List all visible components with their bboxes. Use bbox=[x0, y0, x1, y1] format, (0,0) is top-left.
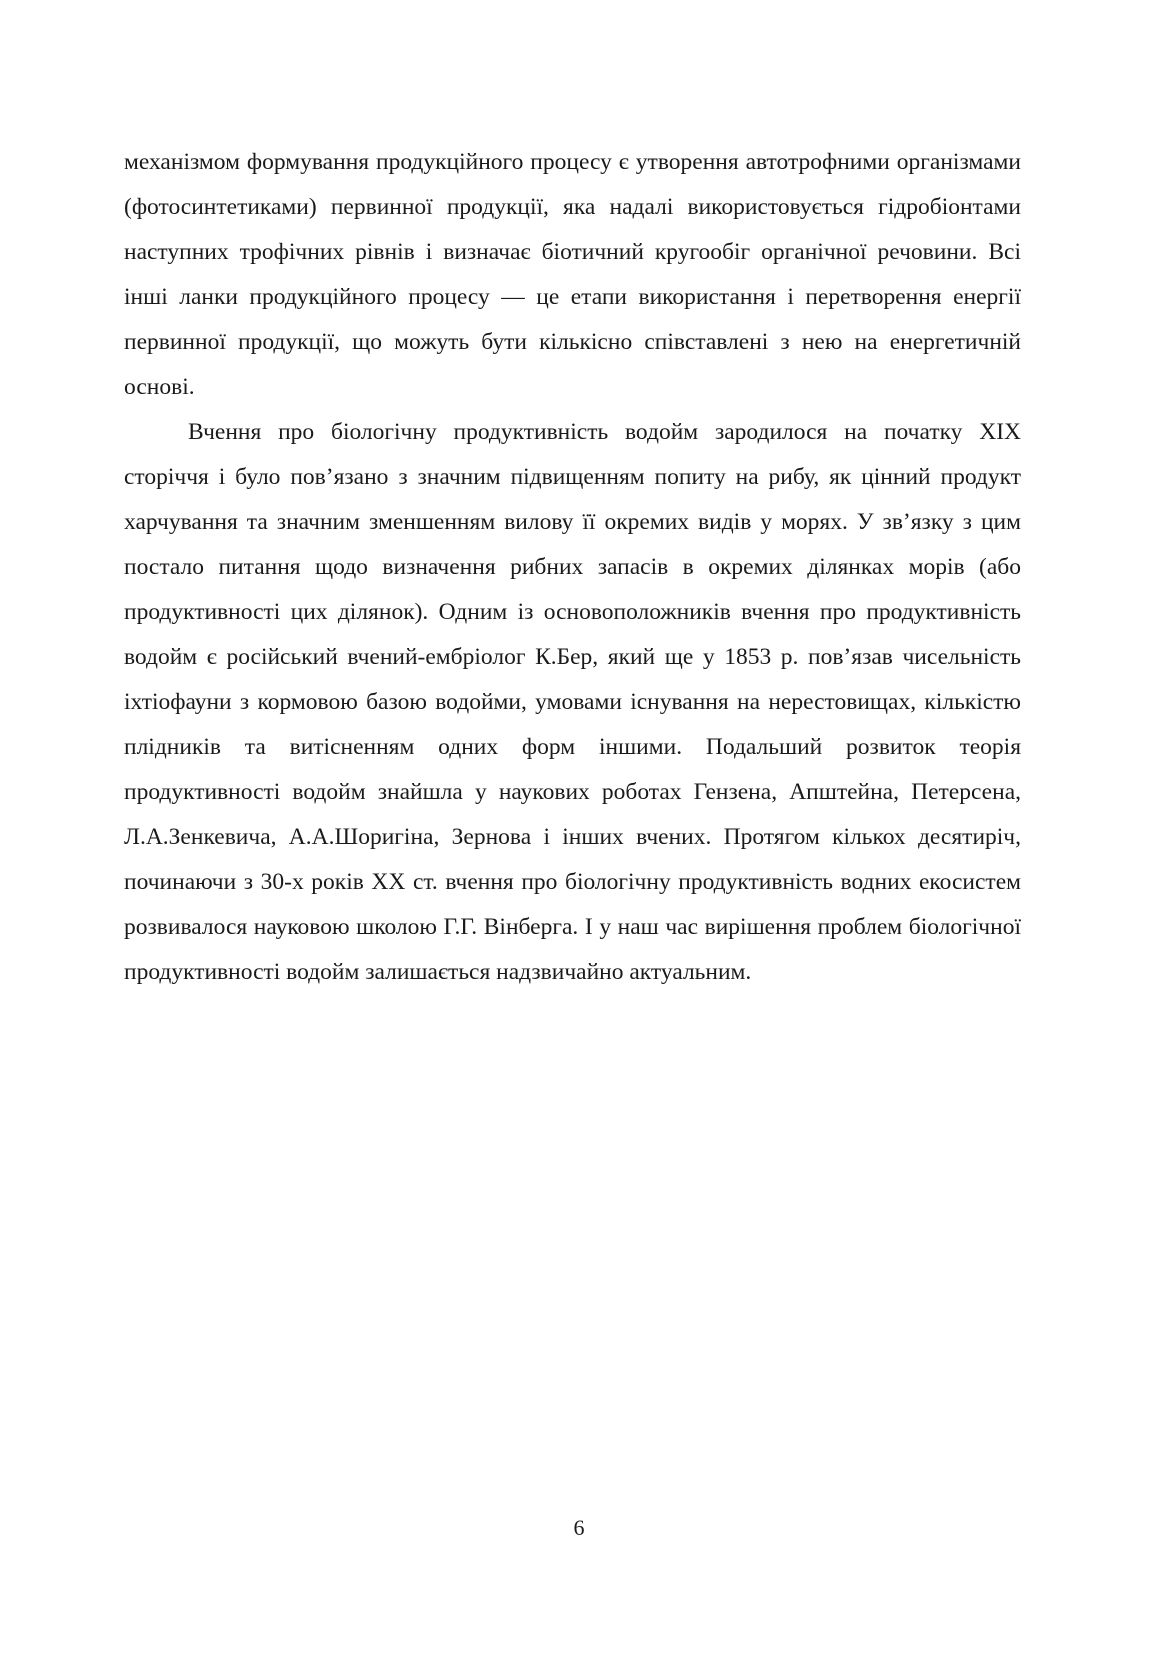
paragraph-continuation: механізмом формування продукційного процесу є утворення автотрофними організмами (фотосинтетиками) первинної продукції, яка надалі використовується гідробіонтами наступних трофічних рівнів і визначає біотичний кругообіг органічної речовини. Всі інші ланки продукційного процесу — це етапи використання і перетворення енергії первинної продукції, що можуть бути кількісно співставлені з нею на енергетичній основі. bbox=[124, 149, 1021, 400]
paragraph-history: Вчення про біологічну продуктивність водойм зародилося на початку XIX сторіччя і було пов’язано з значним підвищенням попиту на рибу, як цінний продукт харчування та значним зменшенням вилову її окремих видів у морях. У зв’язку з цим постало питання щодо визначення рибних запасів в окремих ділянках морів (або продуктивності цих ділянок). Одним із основоположників вчення про продуктивність водойм є російський вчений-ембріолог К.Бер, який ще у 1853 р. пов’язав чисельність іхтіофауни з кормовою базою водойми, умовами існування на нерестовищах, кількістю плідників та витісненням одних форм іншими. Подальший розвиток теорія продуктивності водойм знайшла у наукових роботах Гензена, Апштейна, Петерсена, Л.А.Зенкевича, А.А.Шоригіна, Зернова і інших вчених. Протягом кількох десятиріч, починаючи з 30-х років XX ст. вчення про біологічну продуктивність водних екосистем розвивалося науковою школою Г.Г. Вінберга. І у наш час вирішення проблем біологічної продуктивності водойм залишається надзвичайно актуальним. bbox=[124, 419, 1021, 985]
body-text bbox=[124, 140, 1021, 995]
page-number: 6 bbox=[573, 1515, 585, 1540]
